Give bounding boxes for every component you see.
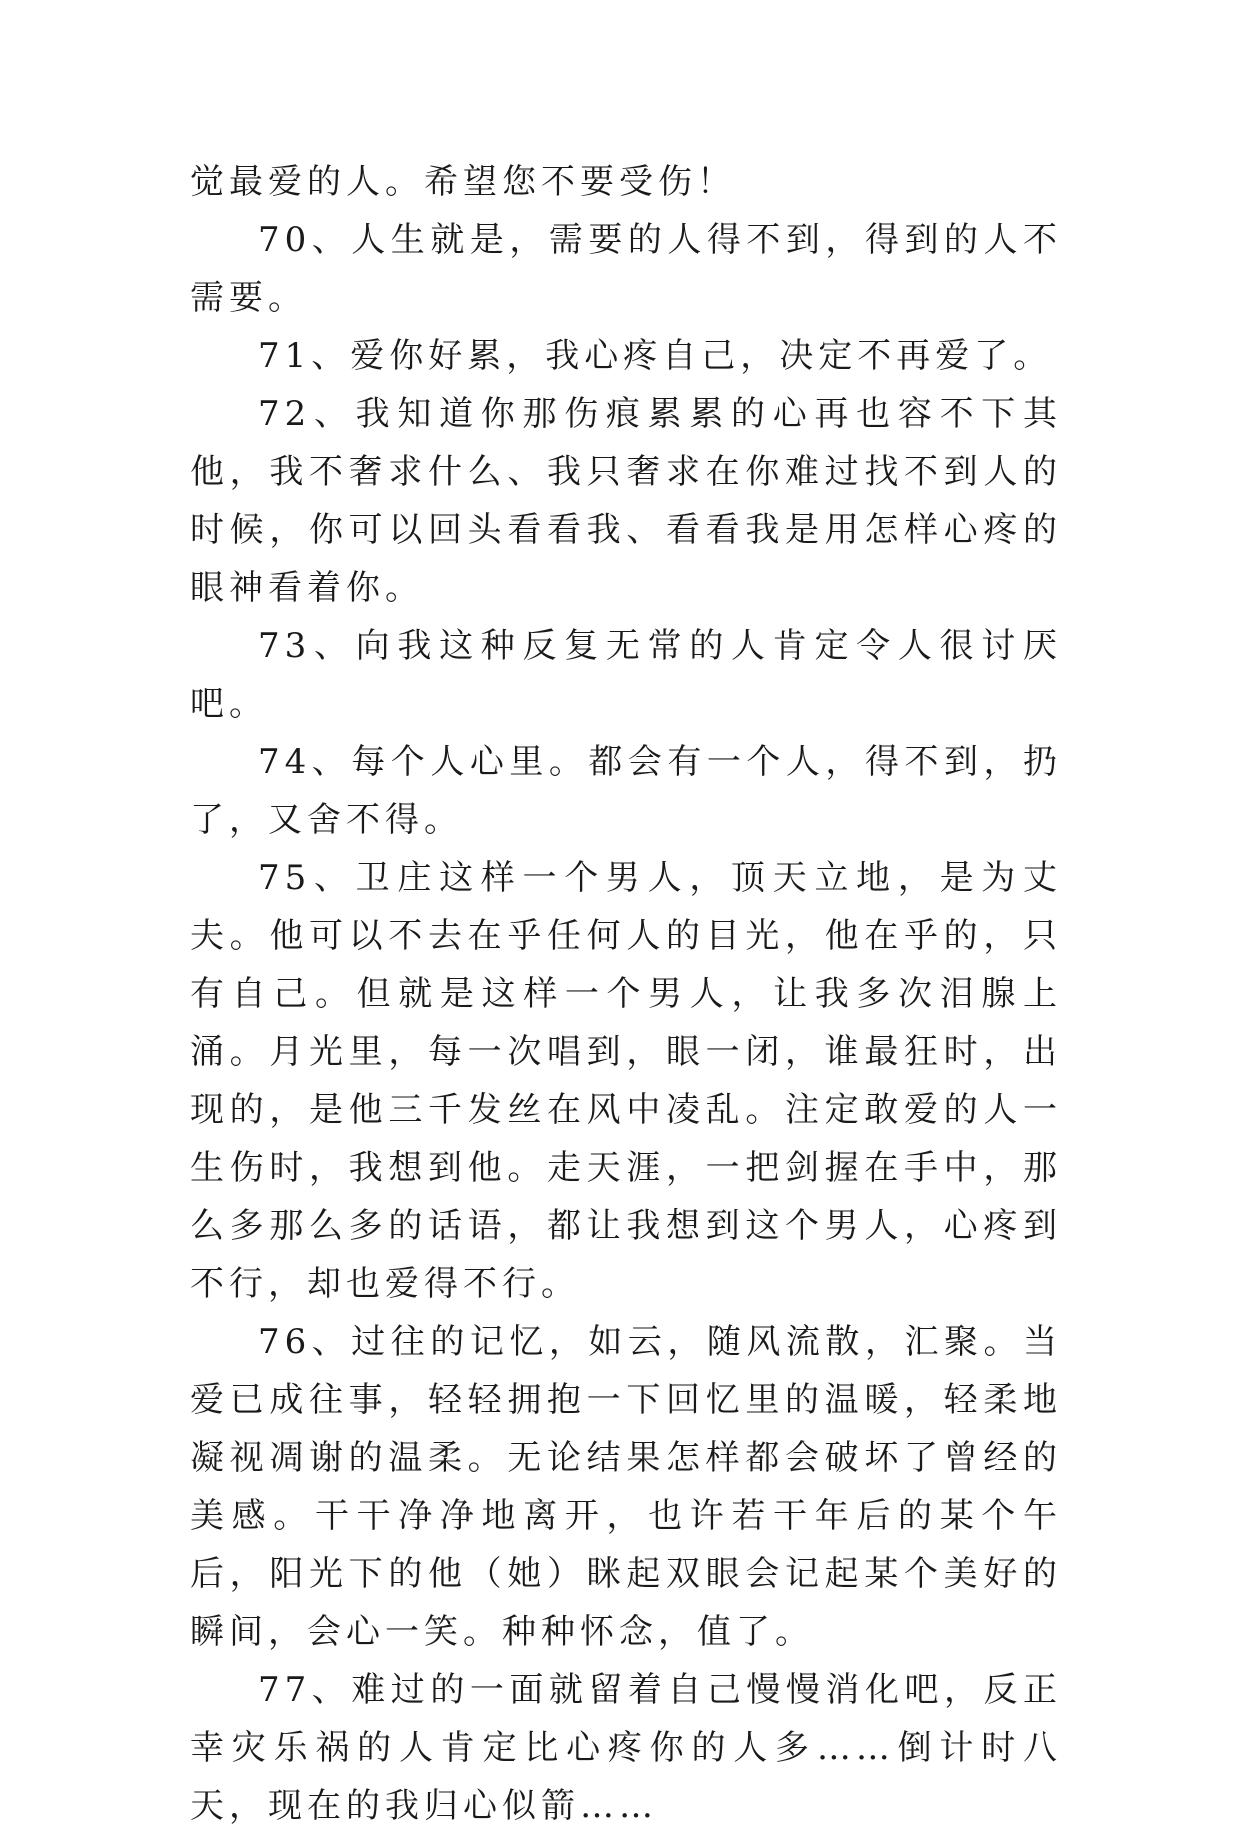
paragraph: 73、向我这种反复无常的人肯定令人很讨厌吧。 xyxy=(190,626,1062,724)
paragraph: 71、爱你好累，我心疼自己，决定不再爱了。 xyxy=(258,336,1053,376)
document-body xyxy=(190,153,1062,1835)
paragraph: 觉最爱的人。希望您不要受伤！ xyxy=(190,162,736,202)
paragraph: 74、每个人心里。都会有一个人，得不到，扔了，又舍不得。 xyxy=(190,742,1062,840)
paragraph: 70、人生就是，需要的人得不到，得到的人不需要。 xyxy=(190,220,1062,318)
paragraph: 76、过往的记忆，如云，随风流散，汇聚。当爱已成往事，轻轻拥抱一下回忆里的温暖，轻柔地凝视凋谢的温柔。无论结果怎样都会破坏了曾经的美感。干干净净地离开，也许若干年后的某个午后，阳光下的他（她）眯起双眼会记起某个美好的瞬间，会心一笑。种种怀念，值了。 xyxy=(190,1322,1062,1652)
paragraph: 72、我知道你那伤痕累累的心再也容不下其他，我不奢求什么、我只奢求在你难过找不到人的时候，你可以回头看看我、看看我是用怎样心疼的眼神看着你。 xyxy=(190,394,1062,608)
paragraph: 77、难过的一面就留着自己慢慢消化吧，反正幸灾乐祸的人肯定比心疼你的人多……倒计时八天，现在的我归心似箭…… xyxy=(190,1670,1062,1826)
paragraph: 75、卫庄这样一个男人，顶天立地，是为丈夫。他可以不去在乎任何人的目光，他在乎的，只有自己。但就是这样一个男人，让我多次泪腺上涌。月光里，每一次唱到，眼一闭，谁最狂时，出现的，是他三千发丝在风中凌乱。注定敢爱的人一生伤时，我想到他。走天涯，一把剑握在手中，那么多那么多的话语，都让我想到这个男人，心疼到不行，却也爱得不行。 xyxy=(190,858,1062,1304)
